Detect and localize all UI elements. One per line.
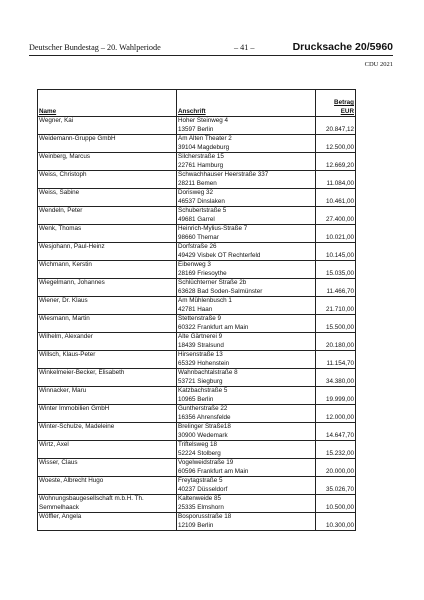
donation-amount: 20.000,00 xyxy=(316,459,356,477)
donation-amount: 11.154,70 xyxy=(316,351,356,369)
donor-address: Triftelsweg 18 52224 Stolberg xyxy=(177,441,316,459)
table-row xyxy=(38,207,356,225)
donation-amount: 21.710,00 xyxy=(316,297,356,315)
table-row xyxy=(38,495,356,513)
table-row xyxy=(38,171,356,189)
donation-amount: 14.647,70 xyxy=(316,423,356,441)
donor-address: Eibenweg 3 28169 Friesoythe xyxy=(177,261,316,279)
donation-amount: 12.500,00 xyxy=(316,135,356,153)
donor-address: Katzbachstraße 5 10965 Berlin xyxy=(177,387,316,405)
donor-address: Vogelweidstraße 19 60596 Frankfurt am Main xyxy=(177,459,316,477)
donation-amount: 11.466,70 xyxy=(316,279,356,297)
table-row xyxy=(38,279,356,297)
donor-address: Alte Gärtnerei 9 18439 Stralsund xyxy=(177,333,316,351)
donor-address: Hoher Steinweg 4 13597 Berlin xyxy=(177,117,316,135)
donation-amount: 27.400,00 xyxy=(316,207,356,225)
donor-address: Am Alten Theater 2 39104 Magdeburg xyxy=(177,135,316,153)
donor-name: Weiss, Sabine xyxy=(38,189,177,207)
table-row xyxy=(38,117,356,135)
donation-amount: 10.500,00 xyxy=(316,495,356,513)
table-row xyxy=(38,441,356,459)
donation-amount: 10.461,00 xyxy=(316,189,356,207)
donation-amount: 34.380,00 xyxy=(316,369,356,387)
donor-address: Kaltenweide 85 25335 Elmshorn xyxy=(177,495,316,513)
donor-address: Dorisweg 32 46537 Dinslaken xyxy=(177,189,316,207)
donor-name: Woeste, Albrecht Hugo xyxy=(38,477,177,495)
donor-name: Winkelmeier-Becker, Elisabeth xyxy=(38,369,177,387)
table-row xyxy=(38,477,356,495)
donation-amount: 10.021,00 xyxy=(316,225,356,243)
donation-amount: 15.232,00 xyxy=(316,441,356,459)
table-header-row xyxy=(38,90,356,117)
donations-table xyxy=(37,89,356,531)
donor-name: Wöffler, Angela xyxy=(38,513,177,531)
donation-amount: 20.180,00 xyxy=(316,333,356,351)
donor-address: Brelinger Straße18 30900 Wedemark xyxy=(177,423,316,441)
donation-amount: 35.026,70 xyxy=(316,477,356,495)
donor-name: Wegner, Kai xyxy=(38,117,177,135)
donor-address: Heinrich-Mylius-Straße 7 98660 Themar xyxy=(177,225,316,243)
donation-amount: 12.000,00 xyxy=(316,405,356,423)
party-label: CDU 2021 xyxy=(364,61,393,68)
donor-name: Wesjohann, Paul-Heinz xyxy=(38,243,177,261)
donor-address: Schubertstraße 5 49681 Garrel xyxy=(177,207,316,225)
table-row xyxy=(38,405,356,423)
donor-name: Wendeln, Peter xyxy=(38,207,177,225)
donor-name: Winter-Schulze, Madeleine xyxy=(38,423,177,441)
donation-amount: 20.847,12 xyxy=(316,117,356,135)
donor-name: Wohnungsbaugesellschaft m.b.H. Th. Semmelhaack xyxy=(38,495,177,513)
table-row xyxy=(38,459,356,477)
donor-name: Weinberg, Marcus xyxy=(38,153,177,171)
donor-address: Stettenstraße 9 60322 Frankfurt am Main xyxy=(177,315,316,333)
table-row xyxy=(38,333,356,351)
donor-name: Weiss, Christoph xyxy=(38,171,177,189)
donor-name: Willsch, Klaus-Peter xyxy=(38,351,177,369)
donor-name: Wisser, Claus xyxy=(38,459,177,477)
donation-amount: 15.500,00 xyxy=(316,315,356,333)
donor-name: Winnacker, Maru xyxy=(38,387,177,405)
donor-name: Wirtz, Axel xyxy=(38,441,177,459)
table-row xyxy=(38,135,356,153)
page-number: – 41 – xyxy=(234,43,255,52)
donor-address: Wahnbachtalstraße 8 53721 Siegburg xyxy=(177,369,316,387)
donation-amount: 12.669,20 xyxy=(316,153,356,171)
table-row xyxy=(38,189,356,207)
donor-address: Dorfstraße 26 49429 Visbek OT Rechterfeld xyxy=(177,243,316,261)
col-header-address: Anschrift xyxy=(177,90,316,117)
donation-amount: 19.999,00 xyxy=(316,387,356,405)
donor-name: Wilhelm, Alexander xyxy=(38,333,177,351)
donor-address: Bosporusstraße 18 12109 Berlin xyxy=(177,513,316,531)
col-header-name: Name xyxy=(38,90,177,117)
parliament-period: Deutscher Bundestag – 20. Wahlperiode xyxy=(29,43,161,52)
drucksache-number: Drucksache 20/5960 xyxy=(292,41,393,53)
donor-address: Hirsenstraße 13 65329 Hohenstein xyxy=(177,351,316,369)
col-header-amount: Betrag EUR xyxy=(316,90,356,117)
donor-address: Am Mühlenbusch 1 42781 Haan xyxy=(177,297,316,315)
donor-name: Wenk, Thomas xyxy=(38,225,177,243)
table-row xyxy=(38,297,356,315)
table-row xyxy=(38,513,356,531)
table-row xyxy=(38,351,356,369)
donor-address: Silcherstraße 15 22761 Hamburg xyxy=(177,153,316,171)
table-row xyxy=(38,369,356,387)
donation-amount: 11.084,00 xyxy=(316,171,356,189)
donation-amount: 15.035,00 xyxy=(316,261,356,279)
table-row xyxy=(38,387,356,405)
table-row xyxy=(38,261,356,279)
donor-name: Weidemann-Gruppe GmbH xyxy=(38,135,177,153)
donor-address: Guntherstraße 22 16356 Ahrensfelde xyxy=(177,405,316,423)
table-row xyxy=(38,243,356,261)
donor-name: Wiesmann, Martin xyxy=(38,315,177,333)
table-row xyxy=(38,153,356,171)
donor-address: Schlüchterner Straße 2b 63628 Bad Soden-Salmünster xyxy=(177,279,316,297)
donor-name: Wichmann, Kerstin xyxy=(38,261,177,279)
donor-name: Wiegelmann, Johannes xyxy=(38,279,177,297)
table-row xyxy=(38,225,356,243)
page-header xyxy=(29,41,393,56)
donor-address: Freytagstraße 5 40237 Düsseldorf xyxy=(177,477,316,495)
donor-address: Schwachhauser Heerstraße 337 28211 Bemen xyxy=(177,171,316,189)
donation-amount: 10.300,00 xyxy=(316,513,356,531)
table-row xyxy=(38,315,356,333)
donation-amount: 10.145,00 xyxy=(316,243,356,261)
table-row xyxy=(38,423,356,441)
donor-name: Wiener, Dr. Klaus xyxy=(38,297,177,315)
donor-name: Winter Immobilien GmbH xyxy=(38,405,177,423)
